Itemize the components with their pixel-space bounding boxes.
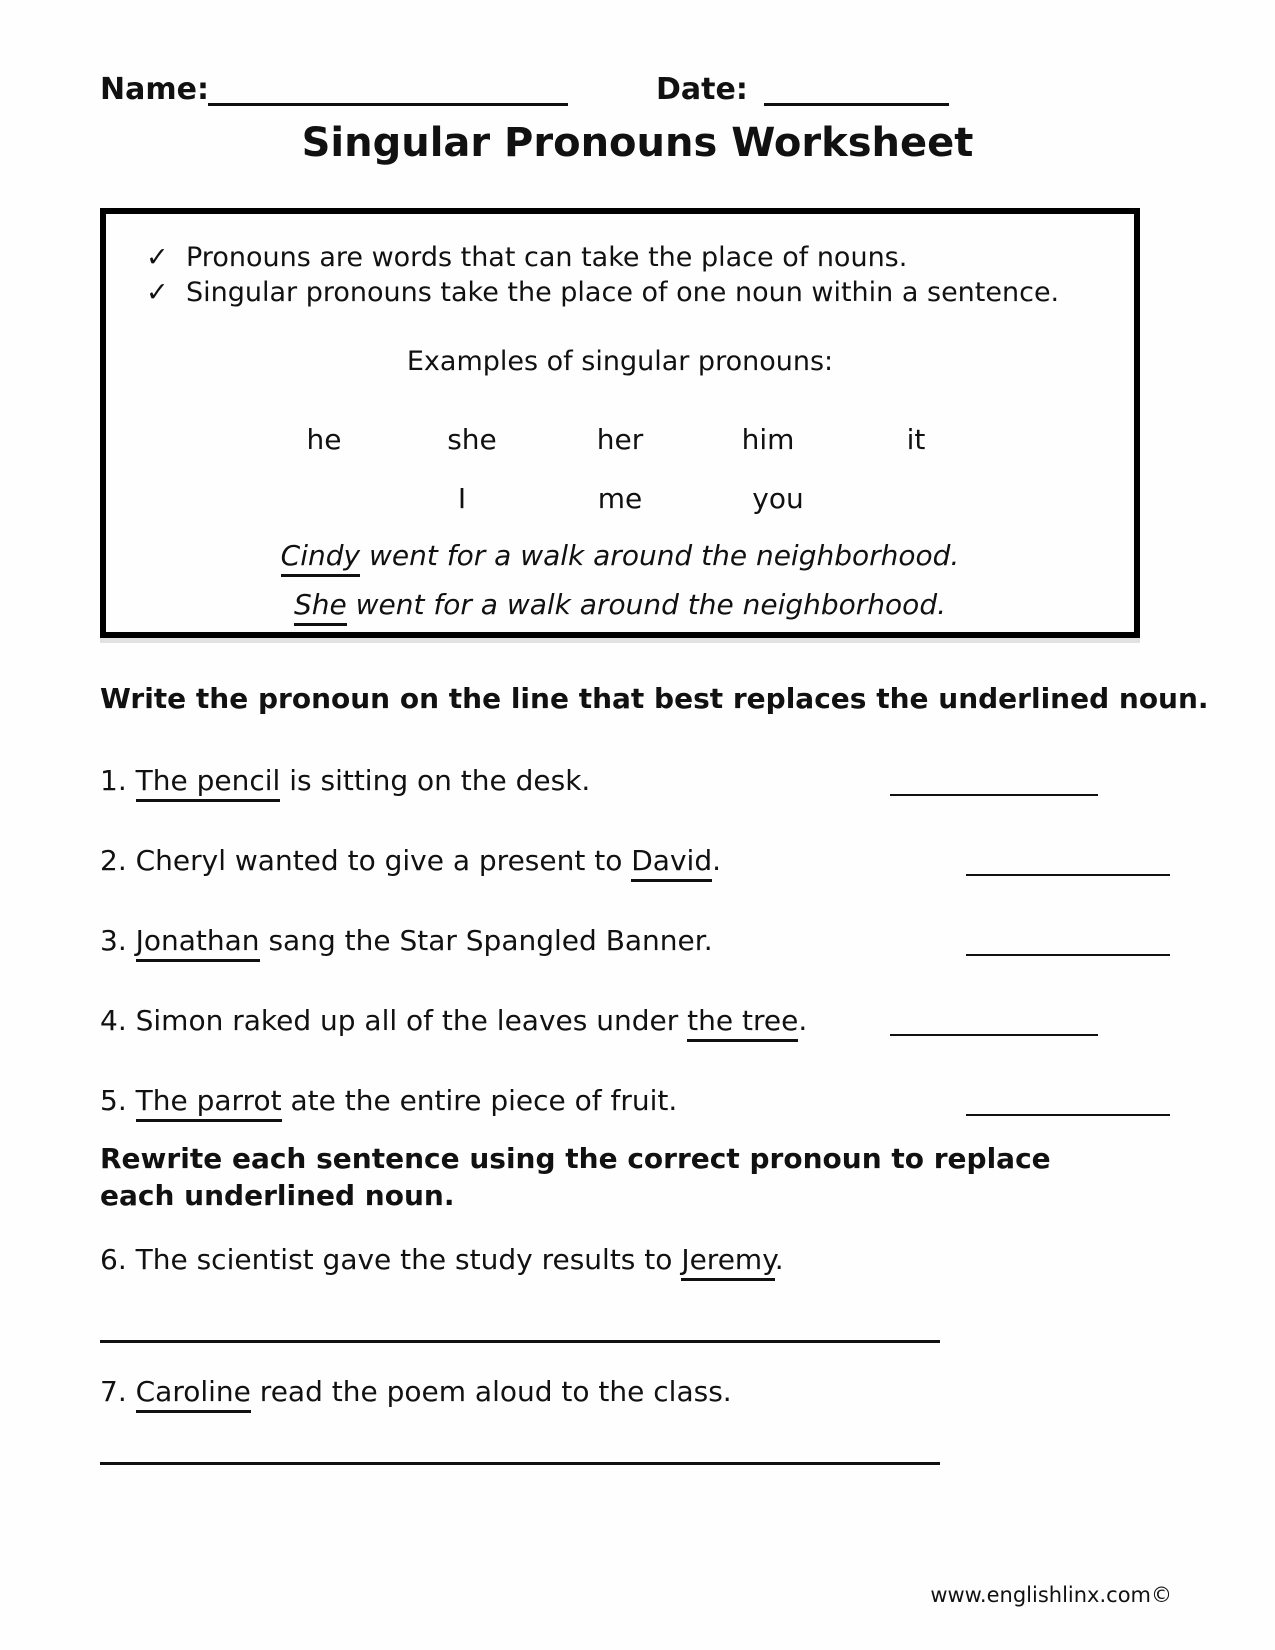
bullet-list — [146, 240, 1134, 310]
bullet-text: Singular pronouns take the place of one noun within a sentence. — [186, 277, 1060, 308]
sentence-pre: 7. — [100, 1375, 136, 1408]
example-sentence — [106, 539, 1134, 572]
sentence-pre: 4. Simon raked up all of the leaves under — [100, 1004, 688, 1037]
checkmark-icon: ✓ — [146, 242, 169, 273]
sentence-post: . — [774, 1243, 784, 1276]
pronoun: you — [752, 482, 804, 515]
examples-heading: Examples of singular pronouns: — [406, 346, 834, 377]
pronoun-row-1 — [106, 423, 1134, 456]
worksheet-item-6 — [100, 1243, 784, 1276]
bullet-text: Pronouns are words that can take the place of nouns. — [186, 242, 908, 273]
pronoun: it — [906, 423, 926, 456]
page-title: Singular Pronouns Worksheet — [301, 120, 974, 166]
sentence-pre: 6. The scientist gave the study results to — [100, 1243, 682, 1276]
worksheet-item-3 — [100, 918, 1175, 998]
sentence-rest: went for a walk around the neighborhood. — [360, 539, 960, 572]
section1-instruction: Write the pronoun on the line that best replaces the underlined noun. — [100, 682, 1209, 715]
item-sentence — [100, 844, 721, 877]
sentence-pre: 1. — [100, 764, 136, 797]
sentence-post: is sitting on the desk. — [280, 764, 591, 797]
sentence-post: read the poem aloud to the class. — [250, 1375, 732, 1408]
sentence-rest: went for a walk around the neighborhood. — [346, 588, 946, 621]
sentence-pre: 3. — [100, 924, 136, 957]
sentence-pre: 2. Cheryl wanted to give a present to — [100, 844, 632, 877]
date-blank-line — [764, 66, 949, 106]
item-sentence — [100, 1004, 807, 1037]
date-label: Date: — [656, 72, 748, 107]
sentence-pre: 5. — [100, 1084, 136, 1117]
checkmark-icon: ✓ — [146, 277, 169, 308]
pronoun: I — [457, 482, 467, 515]
underlined-noun: Jonathan — [136, 924, 260, 962]
sentence-post: . — [798, 1004, 808, 1037]
answer-blank-line — [890, 766, 1098, 796]
pronoun: him — [741, 423, 795, 456]
answer-blank-line — [966, 1086, 1170, 1116]
section2-instruction: Rewrite each sentence using the correct pronoun to replace each underlined noun. — [100, 1142, 1051, 1212]
worksheet-item-1 — [100, 758, 1175, 838]
pronoun-row-2 — [106, 482, 1134, 515]
sentence-post: . — [712, 844, 721, 877]
pronoun: her — [596, 423, 644, 456]
item-sentence — [100, 764, 590, 797]
underlined-noun: Caroline — [136, 1375, 251, 1413]
answer-blank-line — [890, 1006, 1098, 1036]
underlined-noun: Jeremy — [681, 1243, 774, 1281]
underlined-noun: Cindy — [281, 539, 360, 577]
pronoun: she — [447, 423, 497, 456]
rewrite-answer-line — [100, 1462, 940, 1465]
sentence-post: sang the Star Spangled Banner. — [259, 924, 713, 957]
underlined-noun: the tree — [687, 1004, 798, 1042]
bullet-item — [146, 240, 1134, 275]
underlined-noun: The pencil — [136, 764, 281, 802]
bullet-item — [146, 275, 1134, 310]
rewrite-answer-line — [100, 1340, 940, 1343]
sentence-post: ate the entire piece of fruit. — [281, 1084, 678, 1117]
example-sentence — [106, 588, 1134, 621]
answer-blank-line — [966, 846, 1170, 876]
name-label: Name: — [100, 72, 209, 107]
underlined-pronoun: She — [294, 588, 347, 626]
item-sentence — [100, 924, 713, 957]
info-box — [100, 208, 1140, 638]
pronoun: he — [306, 423, 342, 456]
section1-items — [100, 758, 1175, 1158]
item-sentence — [100, 1084, 677, 1117]
footer-site-credit: www.englishlinx.com© — [930, 1583, 1172, 1607]
worksheet-item-4 — [100, 998, 1175, 1078]
underlined-noun: David — [631, 844, 712, 882]
worksheet-item-7 — [100, 1375, 732, 1408]
answer-blank-line — [966, 926, 1170, 956]
worksheet-item-2 — [100, 838, 1175, 918]
name-blank-line — [208, 66, 568, 106]
pronoun: me — [597, 482, 643, 515]
underlined-noun: The parrot — [136, 1084, 282, 1122]
